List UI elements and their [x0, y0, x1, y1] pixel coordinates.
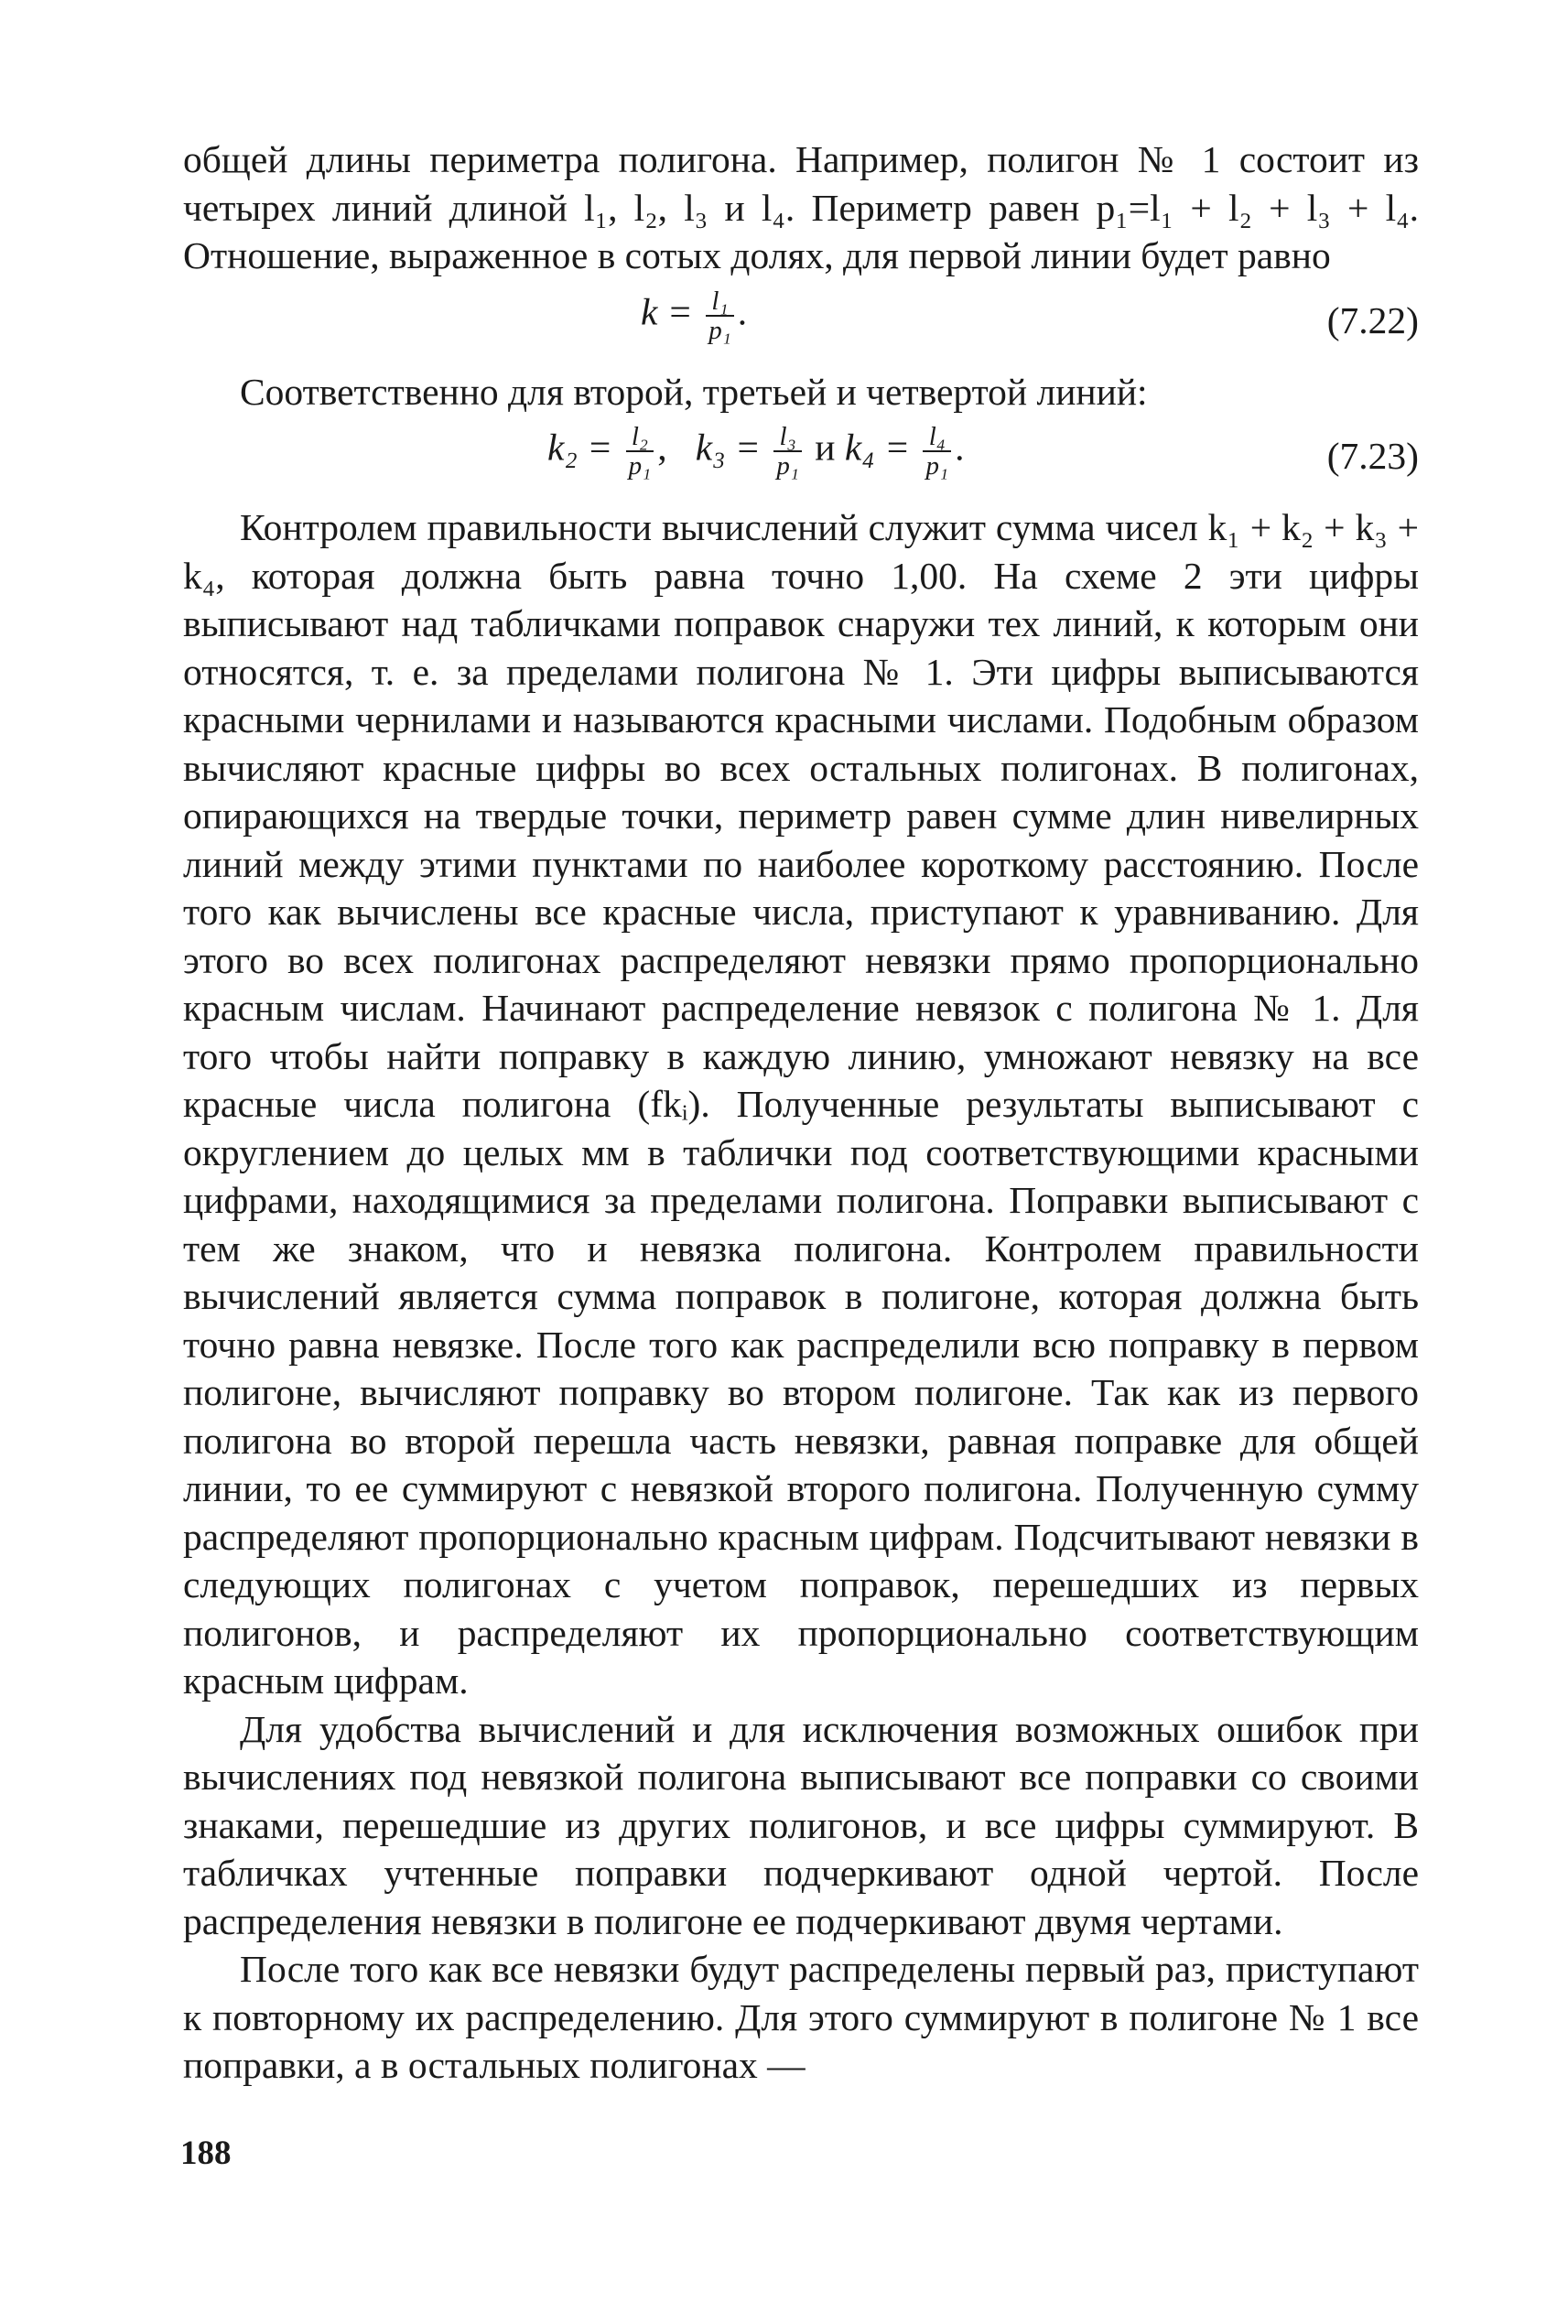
formula-7-23-separator: , [657, 426, 667, 469]
formula-7-23-tail: . [955, 426, 965, 469]
formula-7-23-k3: k₃ = [695, 426, 761, 469]
formula-7-22-tail: . [737, 290, 748, 333]
formula-7-23-k3-numerator: l₃ [773, 423, 802, 452]
formula-7-23-k3-fraction [773, 423, 802, 480]
formula-7-22-expression [641, 287, 747, 344]
formula-7-22-lhs: k = [641, 290, 693, 333]
formula-7-23-k4: k₄ = [844, 426, 911, 469]
formula-7-23-k2: k₂ = [547, 426, 613, 469]
formula-7-23 [183, 416, 1419, 503]
formula-7-22 [183, 280, 1419, 368]
formula-7-22-numerator: l₁ [706, 287, 734, 317]
formula-7-23-and: и [815, 426, 836, 469]
formula-7-23-k2-denominator: p₁ [628, 451, 652, 481]
formula-7-23-k4-fraction [923, 423, 951, 480]
formula-7-22-denominator: p₁ [708, 315, 731, 345]
formula-7-22-fraction [706, 287, 734, 344]
paragraph-control: Контролем правильности вычислений служит сумма чисел k₁ + k₂ + k₃ + k₄, которая должна быть равна точно 1,00. На схеме 2 эти цифры выписывают над табличками поправок снаружи тех линий, к которым они относятся, т. е. за пределами полигона № 1. Эти цифры выписываются красными чернилами и называются красными числами. Подобным образом вычисляют красные цифры во всех остальных полигонах. В полигонах, опирающихся на твердые точки, периметр равен сумме длин нивелирных линий между этими пунктами по наиболее короткому расстоянию. После того как вычислены все красные числа, приступают к уравниванию. Для этого во всех полигонах распределяют невязки прямо пропорционально красным числам. Начинают распределение невязок с полигона № 1. Для того чтобы найти поправку в каждую линию, умножают невязку на все красные числа полигона (fkᵢ). Полученные результаты выписывают с округлением до целых мм в таблички под соответствующими красными цифрами, находящимися за пределами полигона. Поправки выписывают с тем же знаком, что и невязка полигона. Контролем правильности вычислений является сумма поправок в полигоне, которая должна быть точно равна невязке. После того как распределили всю поправку в первом полигоне, вычисляют поправку во втором полигоне. Так как из первого полигона во второй перешла часть невязки, равная поправке для общей линии, то ее суммируют с невязкой второго полигона. Полученную сумму распределяют пропорционально красным цифрам. Подсчитывают невязки в следующих полигонах с учетом поправок, перешедших из первых полигонов, и распределяют их пропорционально соответствующим красным цифрам. [183, 506, 1419, 1702]
formula-7-22-number: (7.22) [1326, 298, 1419, 341]
formula-7-23-expression [547, 423, 964, 480]
paragraph-intro: общей длины периметра полигона. Например, полигон № 1 состоит из четырех линий длиной l₁, l₂, l₃ и l₄. Периметр равен p₁=l₁ + l₂ + l₃ + l₄. Отношение, выраженное в сотых долях, для первой линии будет равно [183, 138, 1419, 276]
page-body [183, 135, 1419, 2090]
formula-7-23-k2-fraction [626, 423, 654, 480]
formula-7-23-k2-numerator: l₂ [626, 423, 654, 452]
formula-7-23-k4-numerator: l₄ [923, 423, 951, 452]
paragraph-after: После того как все невязки будут распределены первый раз, приступают к повторному их распределению. Для этого суммируют в полигоне № 1 все поправки, а в остальных полигонах — [183, 1948, 1419, 2086]
paragraph-convenience: Для удобства вычислений и для исключения возможных ошибок при вычислениях под невязкой полигона выписывают все поправки со своими знаками, перешедшие из других полигонов, и все цифры суммируют. В табличках учтенные поправки подчеркивают одной чертой. После распределения невязки в полигоне ее подчеркивают двумя чертами. [183, 1707, 1419, 1942]
formula-7-23-k3-denominator: p₁ [776, 451, 799, 481]
formula-7-23-number: (7.23) [1326, 435, 1419, 477]
formula-7-23-k4-denominator: p₁ [925, 451, 949, 481]
page-number: 188 [180, 2135, 232, 2172]
paragraph-second: Соответственно для второй, третьей и четвертой линий: [240, 370, 1148, 413]
